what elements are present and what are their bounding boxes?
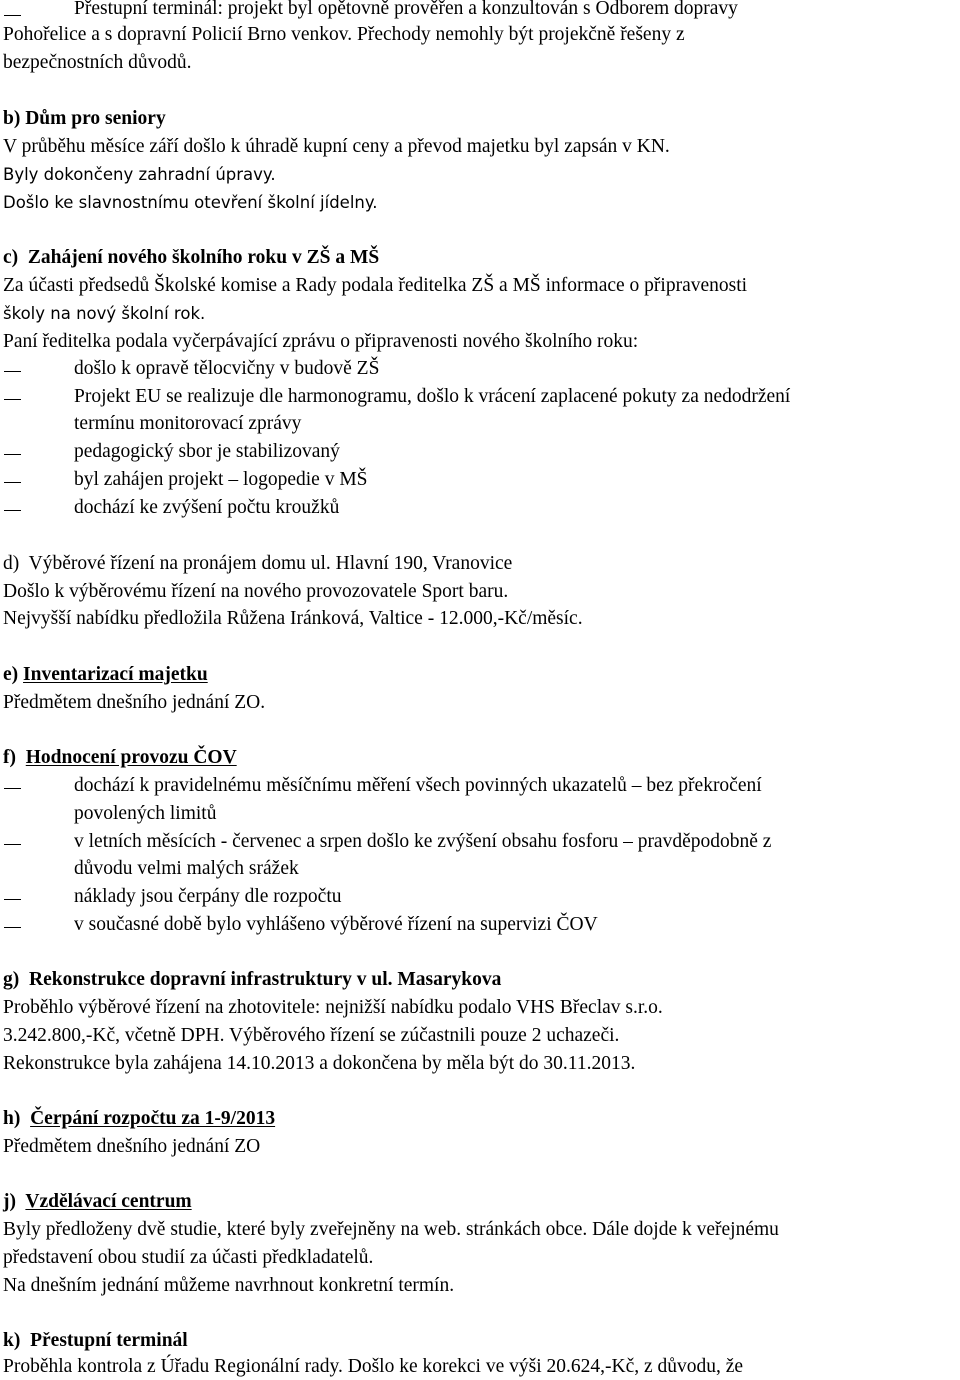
body-line: Nejvyšší nabídku předložila Růžena Iránková, Valtice - 12.000,-Kč/měsíc. xyxy=(3,608,583,629)
intro-line: bezpečnostních důvodů. xyxy=(3,52,192,73)
section-heading-h: h) Čerpání rozpočtu za 1-9/2013 xyxy=(3,1108,276,1129)
body-line: Došlo k výběrovému řízení na nového provozovatele Sport baru. xyxy=(3,581,509,602)
dash-bullet xyxy=(4,356,21,382)
list-item: termínu monitorovací zprávy xyxy=(74,413,302,434)
dash-bullet xyxy=(4,439,21,465)
list-item: v letních měsících - červenec a srpen došlo ke zvýšení obsahu fosforu – pravděpodobně z xyxy=(74,831,772,852)
body-line: Proběhla kontrola z Úřadu Regionální rady. Došlo ke korekci ve výši 20.624,-Kč, z důvodu, že xyxy=(3,1356,744,1377)
dash-bullet xyxy=(4,912,21,938)
section-heading-c: c) Zahájení nového školního roku v ZŠ a MŠ xyxy=(3,247,380,268)
section-heading-g: g) Rekonstrukce dopravní infrastruktury v ul. Masarykova xyxy=(3,969,502,990)
list-item: pedagogický sbor je stabilizovaný xyxy=(74,441,340,462)
body-line: Paní ředitelka podala vyčerpávající zprávu o připravenosti nového školního roku: xyxy=(3,331,639,352)
dash-bullet xyxy=(4,773,21,799)
body-line: Předmětem dnešního jednání ZO. xyxy=(3,692,266,713)
list-item: dochází k pravidelnému měsíčnímu měření všech povinných ukazatelů – bez překročení xyxy=(74,775,762,796)
section-heading-d: d) Výběrové řízení na pronájem domu ul. Hlavní 190, Vranovice xyxy=(3,553,513,574)
section-heading-j: j) Vzdělávací centrum xyxy=(3,1191,192,1212)
body-line: Byly dokončeny zahradní úpravy. xyxy=(3,165,276,184)
body-line: Rekonstrukce byla zahájena 14.10.2013 a dokončena by měla být do 30.11.2013. xyxy=(3,1053,636,1074)
body-line: Byly předloženy dvě studie, které byly zveřejněny na web. stránkách obce. Dále dojde k veřejnému xyxy=(3,1219,779,1240)
dash-bullet xyxy=(4,384,21,410)
section-heading-f: f) Hodnocení provozu ČOV xyxy=(3,747,237,768)
list-item: náklady jsou čerpány dle rozpočtu xyxy=(74,886,342,907)
intro-line: Pohořelice a s dopravní Policií Brno venkov. Přechody nemohly být projekčně řešeny z xyxy=(3,24,685,45)
section-heading-b: b) Dům pro seniory xyxy=(3,108,166,129)
body-line: Došlo ke slavnostnímu otevření školní jídelny. xyxy=(3,193,378,212)
body-line: Za účasti předsedů Školské komise a Rady podala ředitelka ZŠ a MŠ informace o připravenosti xyxy=(3,275,748,296)
section-heading-k: k) Přestupní terminál xyxy=(3,1330,188,1351)
dash-bullet xyxy=(4,467,21,493)
dash-bullet xyxy=(4,884,21,910)
list-item: došlo k opravě tělocvičny v budově ZŠ xyxy=(74,358,380,379)
body-line: 3.242.800,-Kč, včetně DPH. Výběrového řízení se zúčastnili pouze 2 uchazeči. xyxy=(3,1025,620,1046)
intro-line: Přestupní terminál: projekt byl opětovně prověřen a konzultován s Odborem dopravy xyxy=(74,0,738,19)
list-item: v současné době bylo vyhlášeno výběrové řízení na supervizi ČOV xyxy=(74,914,598,935)
body-line: Předmětem dnešního jednání ZO xyxy=(3,1136,261,1157)
list-item: byl zahájen projekt – logopedie v MŠ xyxy=(74,469,368,490)
section-heading-e: e) Inventarizací majetku xyxy=(3,664,208,685)
body-line: V průběhu měsíce září došlo k úhradě kupní ceny a převod majetku byl zapsán v KN. xyxy=(3,136,670,157)
dash-bullet xyxy=(4,829,21,855)
list-item: Projekt EU se realizuje dle harmonogramu, došlo k vrácení zaplacené pokuty za nedodržení xyxy=(74,386,791,407)
body-line: představení obou studií za účasti předkladatelů. xyxy=(3,1247,374,1268)
body-line: Na dnešním jednání můžeme navrhnout konkretní termín. xyxy=(3,1275,455,1296)
list-item: důvodu velmi malých srážek xyxy=(74,858,299,879)
list-item: dochází ke zvýšení počtu kroužků xyxy=(74,497,340,518)
dash-bullet xyxy=(4,495,21,521)
list-item: povolených limitů xyxy=(74,803,217,824)
body-line: Proběhlo výběrové řízení na zhotovitele: nejnižší nabídku podalo VHS Břeclav s.r.o. xyxy=(3,997,663,1018)
body-line: školy na nový školní rok. xyxy=(3,304,206,323)
